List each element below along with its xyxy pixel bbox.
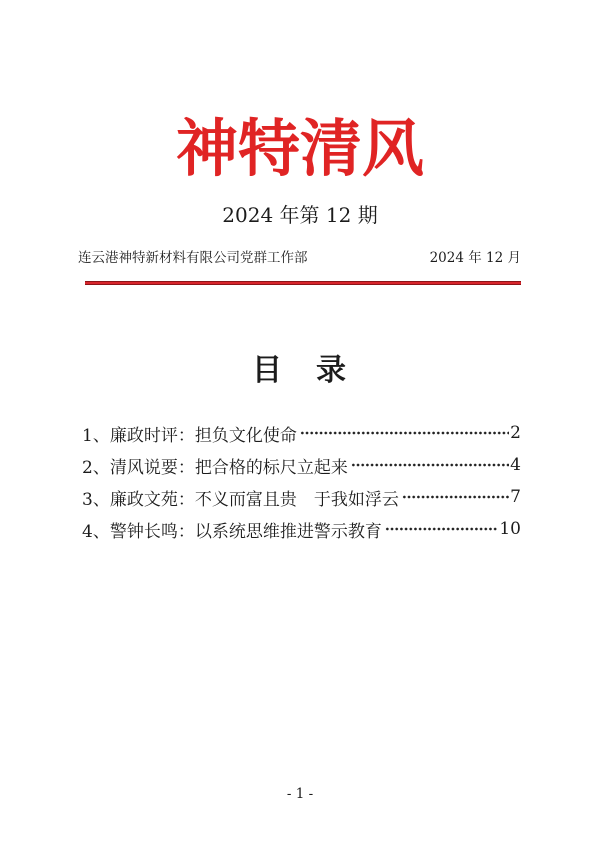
red-divider-rule	[85, 281, 521, 285]
toc-entry-label: 3、廉政文苑：不义而富且贵 于我如浮云	[82, 489, 399, 510]
toc-entry-label: 4、警钟长鸣：以系统思维推进警示教育	[82, 521, 382, 542]
toc-entry-page-number: 10	[499, 519, 521, 539]
publication-date: 2024 年 12 月	[429, 250, 521, 266]
toc-entry[interactable]	[82, 481, 521, 513]
toc-entry-page-number: 7	[510, 487, 521, 507]
toc-list	[82, 417, 521, 545]
toc-heading: 目 录	[252, 353, 348, 388]
toc-entry-page-number: 4	[510, 455, 521, 475]
toc-entry-label: 1、廉政时评：担负文化使命	[82, 425, 297, 446]
toc-entry-label: 2、清风说要：把合格的标尺立起来	[82, 457, 348, 478]
toc-leader-dots	[385, 513, 499, 545]
newsletter-title: 神特清风	[175, 112, 424, 185]
toc-leader-dots	[351, 449, 509, 481]
page-number-footer: - 1 -	[286, 786, 314, 802]
toc-leader-dots	[402, 481, 509, 513]
toc-entry[interactable]	[82, 417, 521, 449]
toc-entry-page-number: 2	[510, 423, 521, 443]
toc-entry[interactable]	[82, 449, 521, 481]
publisher-row	[78, 250, 521, 267]
toc-leader-dots	[300, 417, 509, 449]
toc-entry[interactable]	[82, 513, 521, 545]
issue-number: 2024 年第 12 期	[222, 203, 378, 227]
publisher-name: 连云港神特新材料有限公司党群工作部	[78, 250, 308, 266]
